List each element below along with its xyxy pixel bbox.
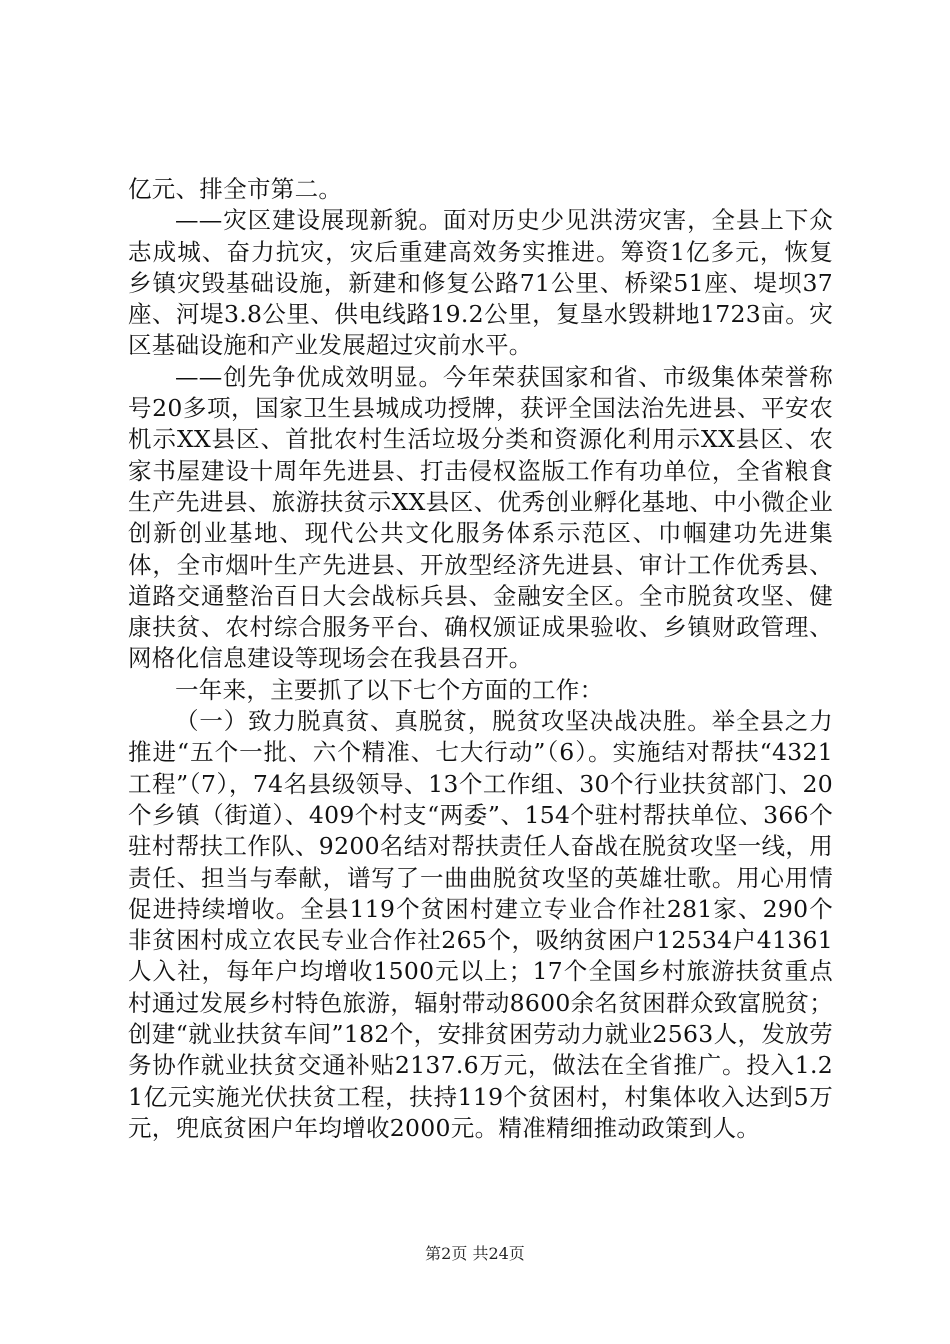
document-body	[128, 174, 833, 1144]
paragraph-work-summary-intro: 一年来，主要抓了以下七个方面的工作：	[175, 675, 604, 704]
paragraph-disaster-reconstruction: ——灾区建设展现新貌。面对历史少见洪涝灾害，全县上下众志成城、奋力抗灾，灾后重建高效务实推进。筹资1亿多元，恢复乡镇灾毁基础设施，新建和修复公路71公里、桥梁51座、堤坝37座、河堤3.8公里、供电线路19.2公里，复垦水毁耕地1723亩。灾区基础设施和产业发展超过灾前水平。	[128, 206, 833, 360]
page-number-footer: 第2页 共24页	[425, 1244, 525, 1263]
paragraph-poverty-alleviation: （一）致力脱真贫、真脱贫，脱贫攻坚决战决胜。举全县之力推进“五个一批、六个精准、七大行动”（6）。实施结对帮扶“4321工程”（7），74名县级领导、13个工作组、30个行业扶贫部门、20个乡镇（街道）、409个村支“两委”、154个驻村帮扶单位、366个驻村帮扶工作队、9200名结对帮扶责任人奋战在脱贫攻坚一线，用责任、担当与奉献，谱写了一曲曲脱贫攻坚的英雄壮歌。用心用情促进持续增收。全县119个贫困村建立专业合作社281家、290个非贫困村成立农民专业合作社265个，吸纳贫困户12534户41361人入社，每年户均增收1500元以上；17个全国乡村旅游扶贫重点村通过发展乡村特色旅游，辐射带动8600余名贫困群众致富脱贫；创建“就业扶贫车间”182个，安排贫困劳动力就业2563人，发放劳务协作就业扶贫交通补贴2137.6万元，做法在全省推广。投入1.21亿元实施光伏扶贫工程，扶持119个贫困村，村集体收入达到5万元，兜底贫困户年均增收2000元。精准精细推动政策到人。	[128, 707, 833, 1142]
paragraph-honors: ——创先争优成效明显。今年荣获国家和省、市级集体荣誉称号20多项，国家卫生县城成功授牌，获评全国法治先进县、平安农机示XX县区、首批农村生活垃圾分类和资源化利用示XX县区、农家书屋建设十周年先进县、打击侵权盗版工作有功单位，全省粮食生产先进县、旅游扶贫示XX县区、优秀创业孵化基地、中小微企业创新创业基地、现代公共文化服务体系示范区、巾帼建功先进集体，全市烟叶生产先进县、开放型经济先进县、审计工作优秀县、道路交通整治百日大会战标兵县、金融安全区。全市脱贫攻坚、健康扶贫、农村综合服务平台、确权颁证成果验收、乡镇财政管理、网格化信息建设等现场会在我县召开。	[128, 362, 833, 673]
paragraph-continuation: 亿元、排全市第二。	[128, 175, 343, 203]
